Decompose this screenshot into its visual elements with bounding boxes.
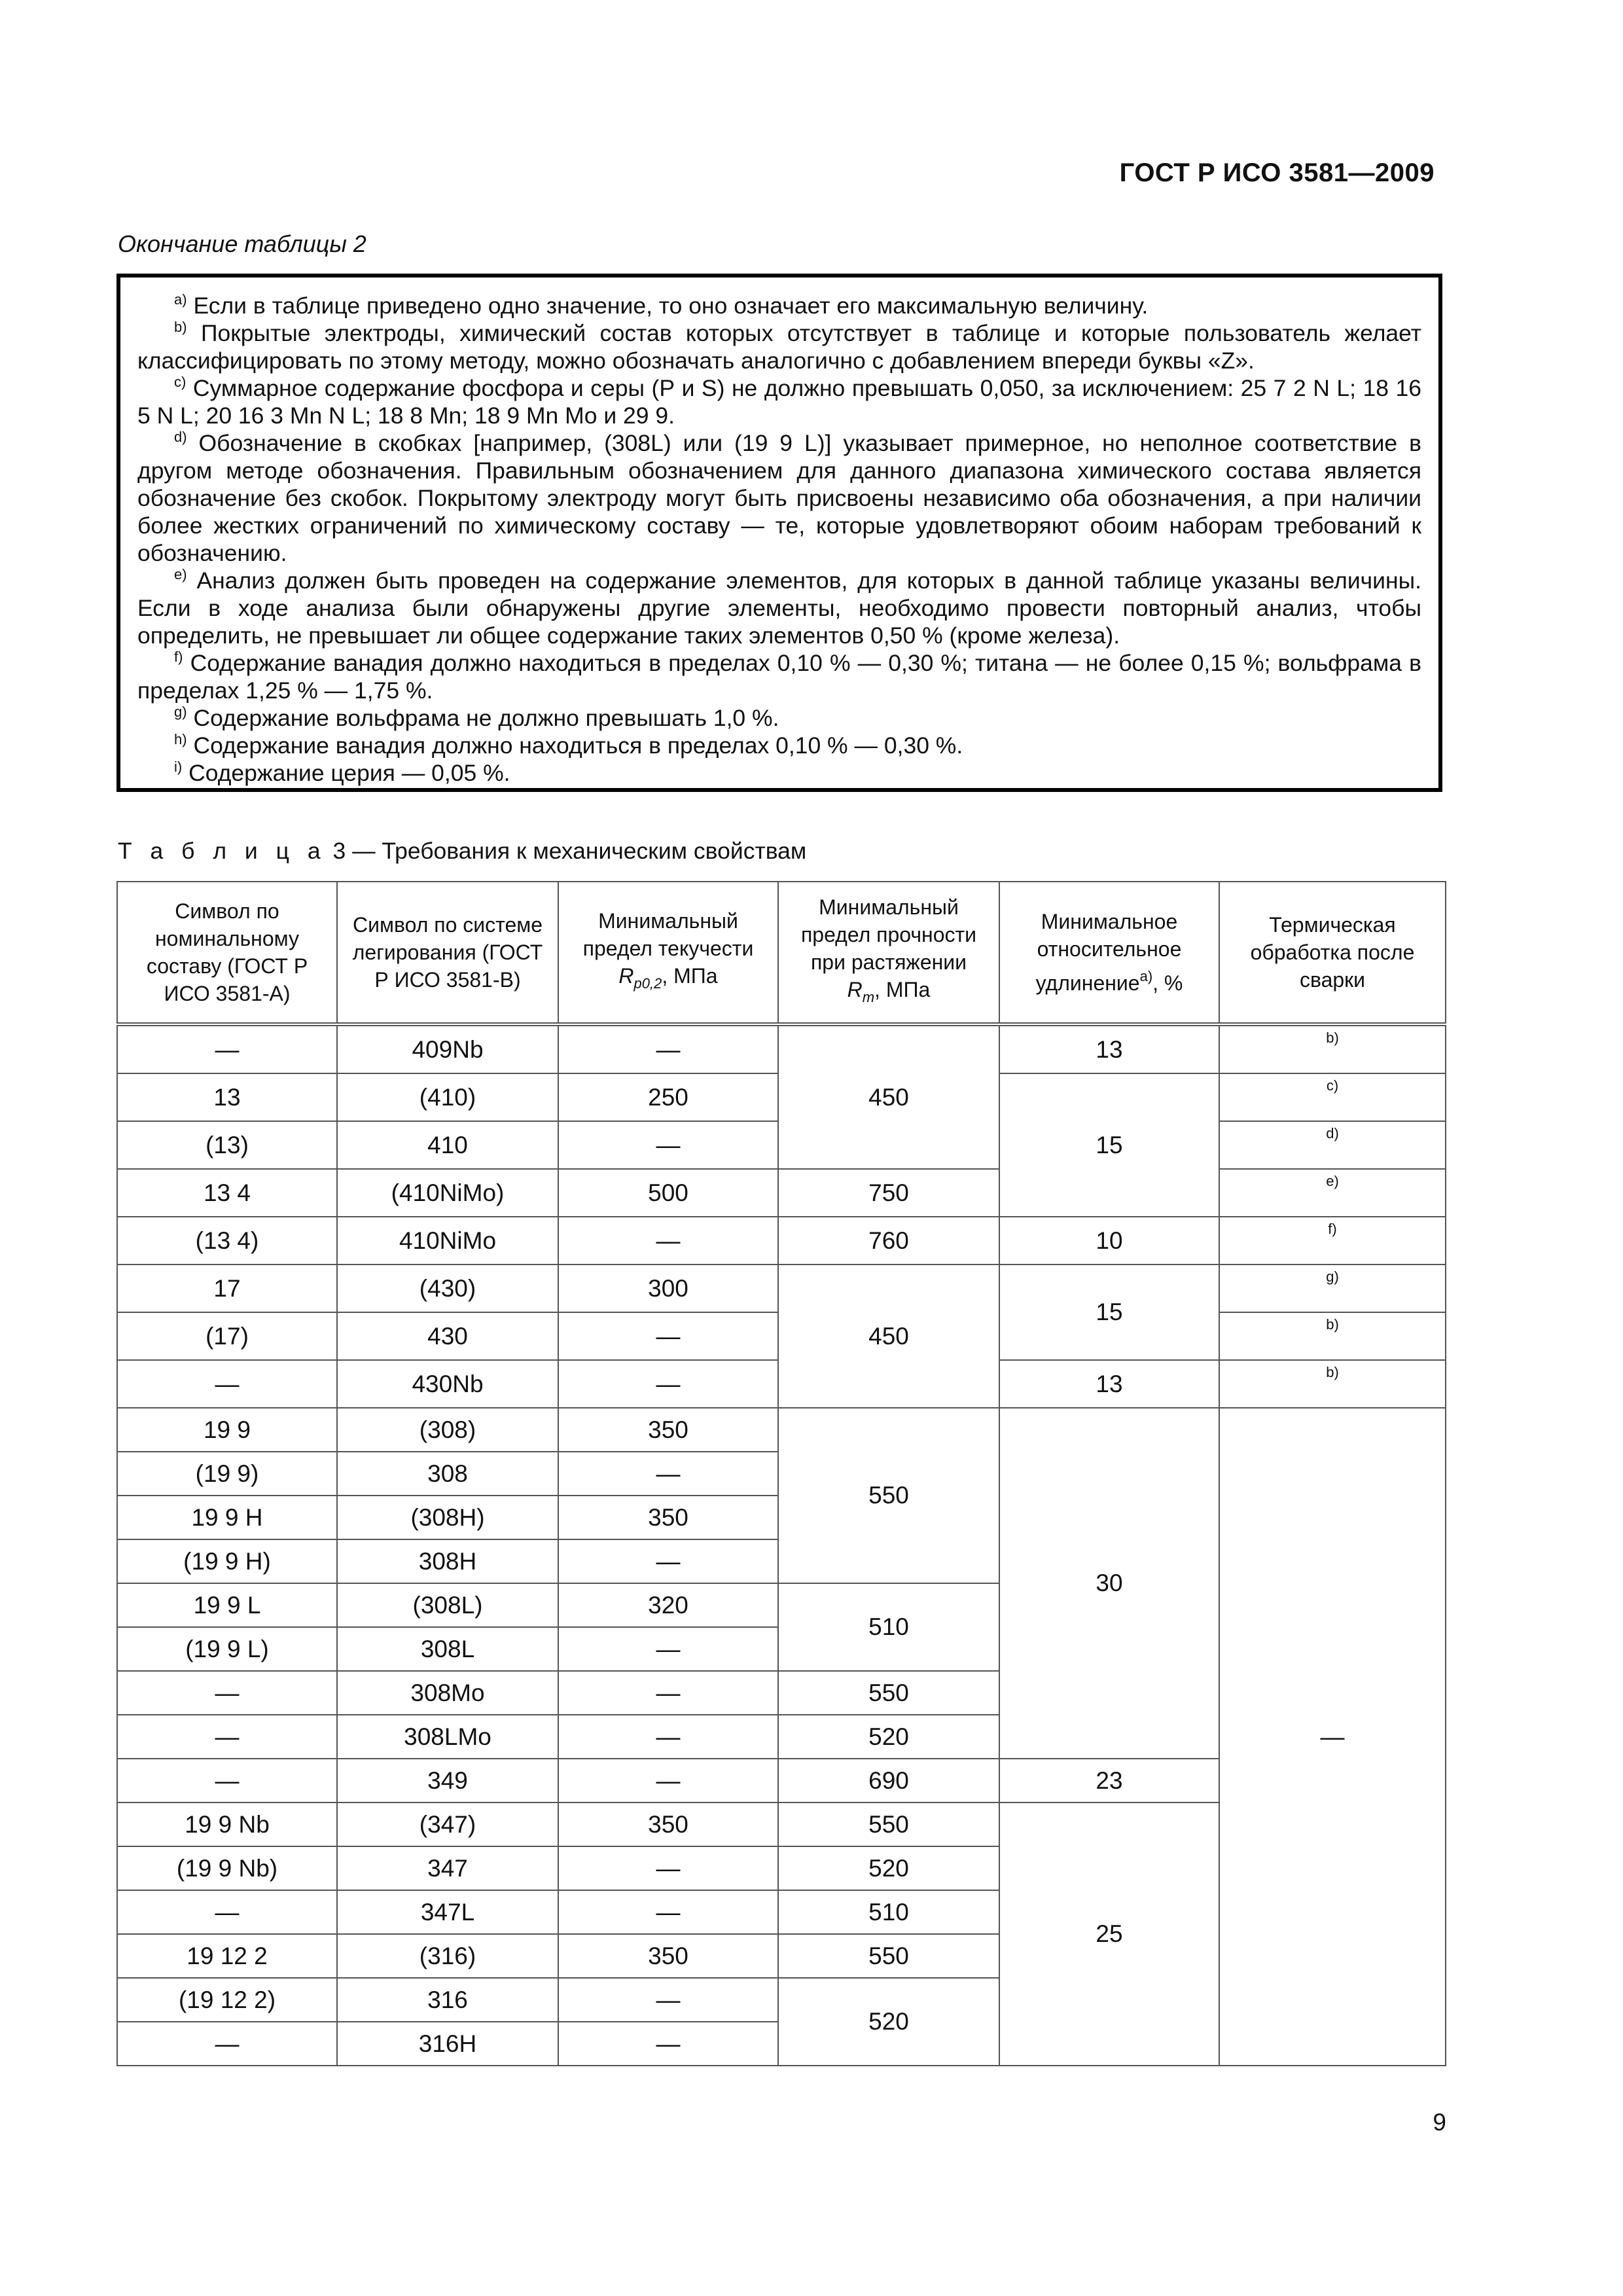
footnote: $^{h)}$ Содержание ванадия должно находиться в пределах 0,10 % — 0,30 %.: [174, 731, 963, 759]
nominal-composition-cell: —: [117, 2022, 337, 2066]
nominal-composition-cell: (19 9 H): [117, 1539, 337, 1583]
col-header-heat-treatment: Термическая обработка после сварки: [1219, 882, 1446, 1024]
nominal-composition-cell: —: [117, 1360, 337, 1408]
tensile-strength-cell: 760: [778, 1217, 999, 1265]
nominal-composition-cell: (19 9 Nb): [117, 1846, 337, 1890]
heat-treatment-cell: b): [1219, 1024, 1446, 1073]
col-header-tensile-strength: Минимальный предел прочности при растяжении $R_m$, МПа: [778, 882, 999, 1024]
tensile-strength-cell: 550: [778, 1671, 999, 1715]
footnote: $^{i)}$ Содержание церия — 0,05 %.: [174, 759, 510, 786]
alloy-system-cell: 347L: [337, 1890, 558, 1934]
elongation-cell: 15: [999, 1073, 1219, 1217]
nominal-composition-cell: 19 12 2: [117, 1934, 337, 1978]
heat-treatment-cell: d): [1219, 1121, 1446, 1169]
footnote: $^{f)}$ Содержание ванадия должно находиться в пределах 0,10 % — 0,30 %; титана — не более 0,15 %; вольфрама в пределах 1,25 % — 1,75 %.: [137, 649, 1421, 704]
nominal-composition-cell: —: [117, 1890, 337, 1934]
page-number: 9: [1433, 2109, 1446, 2136]
table-2-footnotes-box: [116, 274, 1442, 792]
yield-strength-cell: —: [558, 1846, 778, 1890]
footnote: $^{a)}$ Если в таблице приведено одно значение, то оно означает его максимальную величину.: [174, 291, 1149, 319]
nominal-composition-cell: 13 4: [117, 1169, 337, 1217]
alloy-system-cell: 308H: [337, 1539, 558, 1583]
alloy-system-cell: (308L): [337, 1583, 558, 1627]
yield-strength-cell: —: [558, 1890, 778, 1934]
yield-strength-cell: 300: [558, 1265, 778, 1312]
nominal-composition-cell: 17: [117, 1265, 337, 1312]
yield-strength-cell: —: [558, 1360, 778, 1408]
tensile-strength-cell: 450: [778, 1265, 999, 1408]
document-id: ГОСТ Р ИСО 3581—2009: [1119, 158, 1435, 187]
heat-treatment-cell: —: [1219, 1408, 1446, 2066]
tensile-strength-cell: 520: [778, 1846, 999, 1890]
alloy-system-cell: 410NiMo: [337, 1217, 558, 1265]
nominal-composition-cell: —: [117, 1024, 337, 1073]
elongation-cell: 23: [999, 1759, 1219, 1803]
alloy-system-cell: (308H): [337, 1496, 558, 1539]
elongation-cell: 25: [999, 1803, 1219, 2066]
table-continuation-caption: Окончание таблицы 2: [118, 230, 366, 257]
footnote: $^{c)}$ Суммарное содержание фосфора и серы (Р и S) не должно превышать 0,050, за исключением: 25 7 2 N L; 18 16 5 N L; 20 16 3 Mn N L; 18 8 Mn; 18 9 Mn Mo и 29 9.: [137, 374, 1421, 429]
alloy-system-cell: 409Nb: [337, 1024, 558, 1073]
alloy-system-cell: (308): [337, 1408, 558, 1452]
alloy-system-cell: (347): [337, 1803, 558, 1846]
table-header-row: [117, 882, 1446, 1024]
table-row: [117, 1169, 1446, 1217]
elongation-cell: 30: [999, 1408, 1219, 1759]
yield-strength-cell: 320: [558, 1583, 778, 1627]
col-header-nominal-composition: Символ по номинальному составу (ГОСТ Р ИСО 3581-А): [117, 882, 337, 1024]
heat-treatment-cell: e): [1219, 1169, 1446, 1217]
alloy-system-cell: 308Mo: [337, 1671, 558, 1715]
yield-strength-cell: —: [558, 1978, 778, 2022]
tensile-strength-cell: 520: [778, 1978, 999, 2066]
alloy-system-cell: 308: [337, 1452, 558, 1496]
footnote: $^{d)}$ Обозначение в скобках [например, (308L) или (19 9 L)] указывает примерное, но неполное соответствие в другом методе обозначения. Правильным обозначением для данного диапазона химического состава является обозначение без скобок. Покрытому электроду могут быть присвоены независимо оба обозначения, а при наличии более жестких ограничений по химическому составу — те, которые удовлетворяют обоим наборам требований к обозначению.: [137, 429, 1421, 566]
tensile-strength-cell: 690: [778, 1759, 999, 1803]
nominal-composition-cell: (13 4): [117, 1217, 337, 1265]
table-row: [117, 1408, 1446, 1452]
alloy-system-cell: 347: [337, 1846, 558, 1890]
heat-treatment-cell: f): [1219, 1217, 1446, 1265]
elongation-cell: 10: [999, 1217, 1219, 1265]
yield-strength-cell: 350: [558, 1803, 778, 1846]
alloy-system-cell: (316): [337, 1934, 558, 1978]
yield-strength-cell: —: [558, 1539, 778, 1583]
col-header-elongation: Минимальное относительное удлинение$^{a)}$, %: [999, 882, 1219, 1024]
tensile-strength-cell: 750: [778, 1169, 999, 1217]
mechanical-properties-table: [116, 881, 1446, 2066]
nominal-composition-cell: (19 12 2): [117, 1978, 337, 2022]
yield-strength-cell: —: [558, 2022, 778, 2066]
elongation-cell: 13: [999, 1024, 1219, 1073]
alloy-system-cell: 316: [337, 1978, 558, 2022]
yield-strength-cell: —: [558, 1217, 778, 1265]
tensile-strength-cell: 520: [778, 1715, 999, 1759]
col-header-alloy-system: Символ по системе легирования (ГОСТ Р ИСО 3581-В): [337, 882, 558, 1024]
nominal-composition-cell: (19 9): [117, 1452, 337, 1496]
footnote: $^{g)}$ Содержание вольфрама не должно превышать 1,0 %.: [174, 704, 779, 731]
alloy-system-cell: 316H: [337, 2022, 558, 2066]
tensile-strength-cell: 510: [778, 1890, 999, 1934]
yield-strength-cell: —: [558, 1759, 778, 1803]
alloy-system-cell: 308L: [337, 1627, 558, 1671]
nominal-composition-cell: (13): [117, 1121, 337, 1169]
heat-treatment-cell: g): [1219, 1265, 1446, 1312]
alloy-system-cell: (410): [337, 1073, 558, 1121]
tensile-strength-cell: 510: [778, 1583, 999, 1671]
nominal-composition-cell: (19 9 L): [117, 1627, 337, 1671]
alloy-system-cell: 349: [337, 1759, 558, 1803]
footnote: $^{e)}$ Анализ должен быть проведен на содержание элементов, для которых в данной таблице указаны величины. Если в ходе анализа были обнаружены другие элементы, необходимо провести повторный анализ, чтобы определить, не превышает ли общее содержание таких элементов 0,50 % (кроме железа).: [137, 566, 1421, 649]
nominal-composition-cell: 19 9 L: [117, 1583, 337, 1627]
yield-strength-cell: —: [558, 1312, 778, 1360]
table-3-title: Т а б л и ц а 3 — Требования к механическим свойствам: [118, 838, 807, 864]
yield-strength-cell: —: [558, 1671, 778, 1715]
nominal-composition-cell: —: [117, 1715, 337, 1759]
yield-strength-cell: —: [558, 1715, 778, 1759]
yield-strength-cell: 500: [558, 1169, 778, 1217]
yield-strength-cell: 250: [558, 1073, 778, 1121]
heat-treatment-cell: b): [1219, 1312, 1446, 1360]
table-row: [117, 1265, 1446, 1312]
yield-strength-cell: 350: [558, 1934, 778, 1978]
yield-strength-cell: 350: [558, 1408, 778, 1452]
elongation-cell: 15: [999, 1265, 1219, 1360]
nominal-composition-cell: —: [117, 1759, 337, 1803]
yield-strength-cell: 350: [558, 1496, 778, 1539]
nominal-composition-cell: 19 9: [117, 1408, 337, 1452]
alloy-system-cell: 430Nb: [337, 1360, 558, 1408]
nominal-composition-cell: 13: [117, 1073, 337, 1121]
alloy-system-cell: (410NiMo): [337, 1169, 558, 1217]
alloy-system-cell: 308LMo: [337, 1715, 558, 1759]
nominal-composition-cell: —: [117, 1671, 337, 1715]
table-row: [117, 1217, 1446, 1265]
yield-strength-cell: —: [558, 1121, 778, 1169]
alloy-system-cell: 410: [337, 1121, 558, 1169]
yield-strength-cell: —: [558, 1024, 778, 1073]
yield-strength-cell: —: [558, 1452, 778, 1496]
tensile-strength-cell: 550: [778, 1934, 999, 1978]
col-header-yield-strength: Минимальный предел текучести $R_{p0,2}$, МПа: [558, 882, 778, 1024]
alloy-system-cell: (430): [337, 1265, 558, 1312]
tensile-strength-cell: 450: [778, 1024, 999, 1169]
nominal-composition-cell: (17): [117, 1312, 337, 1360]
nominal-composition-cell: 19 9 Nb: [117, 1803, 337, 1846]
tensile-strength-cell: 550: [778, 1408, 999, 1583]
table-row: [117, 1024, 1446, 1073]
alloy-system-cell: 430: [337, 1312, 558, 1360]
footnote: $^{b)}$ Покрытые электроды, химический состав которых отсутствует в таблице и которые пользователь желает классифицировать по этому методу, можно обозначать аналогично с добавлением впереди буквы «Z».: [137, 319, 1421, 374]
nominal-composition-cell: 19 9 H: [117, 1496, 337, 1539]
elongation-cell: 13: [999, 1360, 1219, 1408]
tensile-strength-cell: 550: [778, 1803, 999, 1846]
heat-treatment-cell: c): [1219, 1073, 1446, 1121]
heat-treatment-cell: b): [1219, 1360, 1446, 1408]
yield-strength-cell: —: [558, 1627, 778, 1671]
